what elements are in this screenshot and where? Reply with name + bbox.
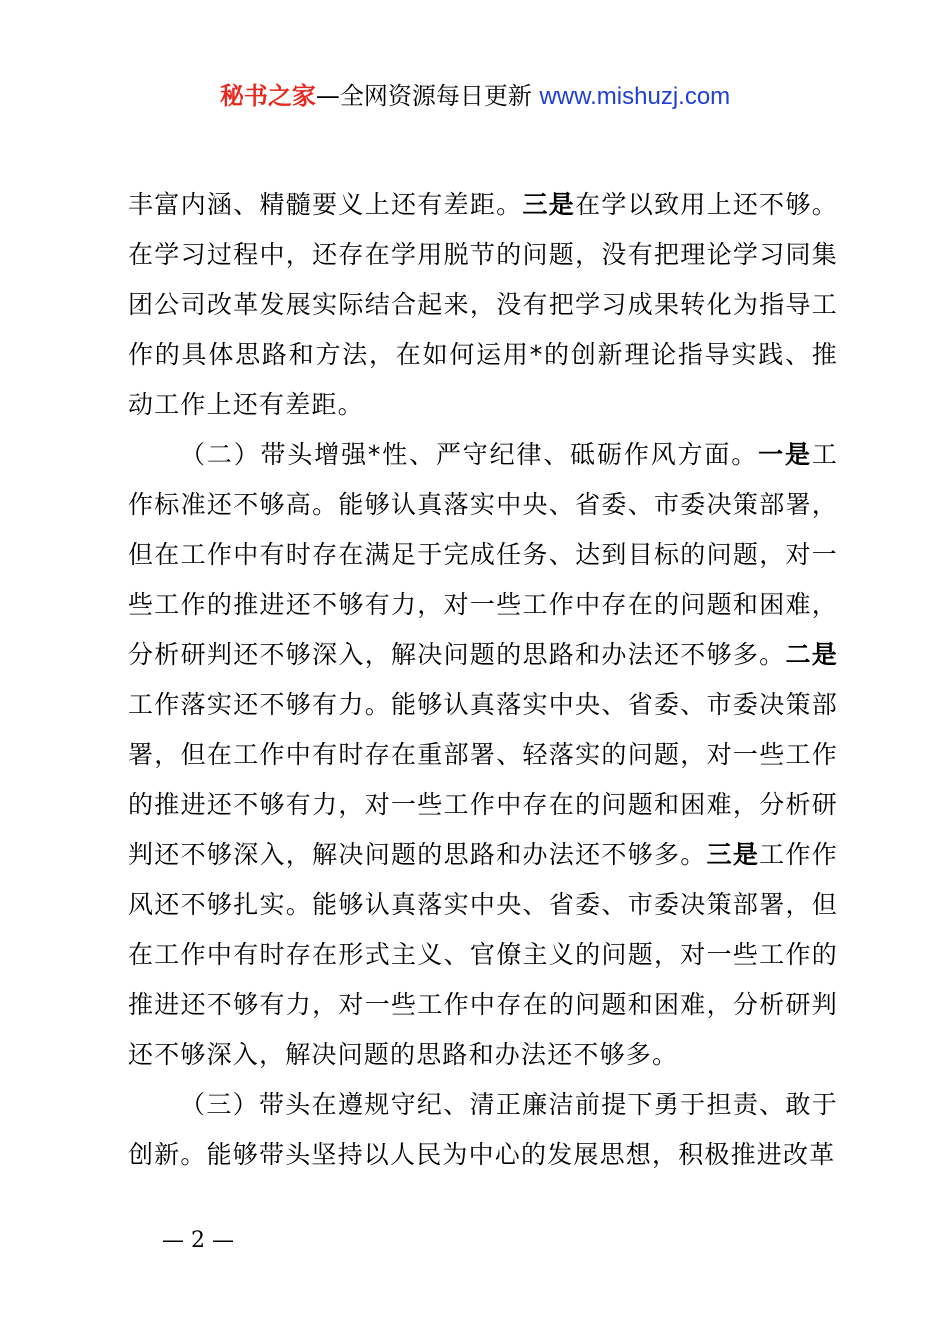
page-number: — 2 —	[162, 1228, 234, 1253]
paragraph-3-text-a: （三）带头在遵规守纪、清正廉洁前提下勇于担责、敢于创新。能够带头坚持以人民为中心的发展思想，积极推进改革	[128, 1090, 838, 1169]
paragraph-2-text-a: （二）带头增强*性、严守纪律、砥砺作风方面。	[180, 440, 759, 469]
paragraph-2-bold-b: 二是	[785, 640, 838, 669]
paragraph-2-text-c: 工作落实还不够有力。能够认真落实中央、省委、市委决策部署，但在工作中有时存在重部署、轻落实的问题，对一些工作的推进还不够有力，对一些工作中存在的问题和困难，分析研判还不够深入，解决问题的思路和办法还不够多。	[128, 690, 838, 869]
paragraph-2	[128, 430, 838, 1080]
paragraph-2-text-d: 工作作风还不够扎实。能够认真落实中央、省委、市委决策部署，但在工作中有时存在形式主义、官僚主义的问题，对一些工作的推进还不够有力，对一些工作中存在的问题和困难，分析研判还不够深入，解决问题的思路和办法还不够多。	[128, 840, 839, 1069]
paragraph-1	[128, 180, 838, 430]
paragraph-2-bold-c: 三是	[706, 840, 760, 869]
paragraph-1-text-a: 丰富内涵、精髓要义上还有差距。	[128, 190, 523, 219]
paragraph-2-bold-a: 一是	[758, 440, 812, 469]
header-slogan: —全网资源每日更新	[315, 82, 540, 110]
header-url[interactable]: www.mishuzj.com	[539, 83, 731, 110]
document-body	[128, 180, 838, 1180]
paragraph-1-bold-a: 三是	[522, 190, 576, 219]
paragraph-2-text-b: 工作标准还不够高。能够认真落实中央、省委、市委决策部署，但在工作中有时存在满足于完成任务、达到目标的问题，对一些工作的推进还不够有力，对一些工作中存在的问题和困难，分析研判还不够深入，解决问题的思路和办法还不够多。	[128, 440, 839, 669]
paragraph-1-text-b: 在学以致用上还不够。在学习过程中，还存在学用脱节的问题，没有把理论学习同集团公司改革发展实际结合起来，没有把学习成果转化为指导工作的具体思路和方法，在如何运用*的创新理论指导实践、推动工作上还有差距。	[128, 190, 838, 419]
paragraph-3	[128, 1080, 838, 1180]
brand-name: 秘书之家	[219, 82, 316, 110]
page-header	[0, 80, 950, 113]
